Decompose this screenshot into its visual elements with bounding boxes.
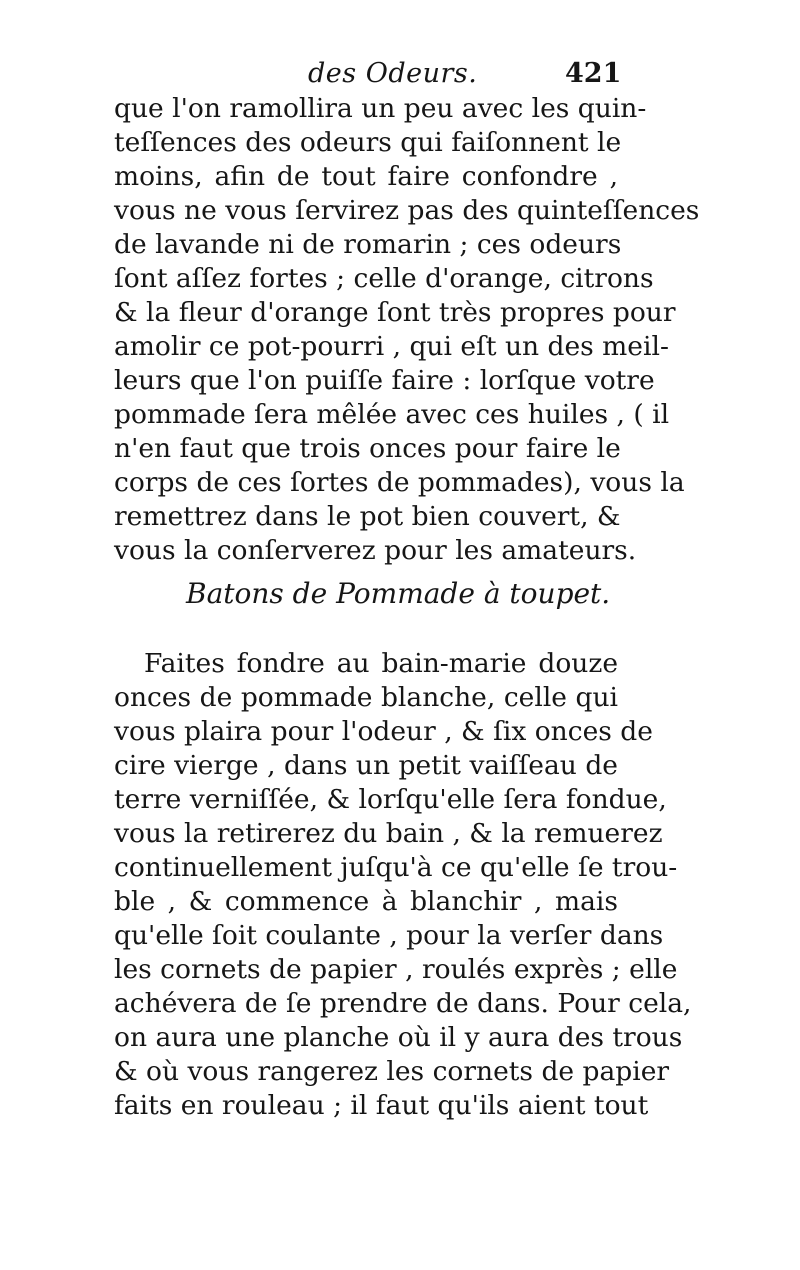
text-line: achévera de ſe prendre de dans. Pour cela,	[114, 988, 692, 1019]
text-line: & où vous rangerez les cornets de papier	[114, 1056, 670, 1087]
text-line: & la fleur d'orange ſont très propres pour	[114, 297, 676, 328]
text-line: leurs que l'on puiſſe faire : lorſque votre	[114, 365, 655, 396]
text-line: faits en rouleau ; il faut qu'ils aient tout	[114, 1090, 649, 1121]
text-line: qu'elle ſoit coulante , pour la verſer dans	[114, 920, 664, 951]
text-line: que l'on ramollira un peu avec les quin-	[114, 93, 647, 124]
text-line: Faites fondre au bain-marie douze	[144, 648, 618, 679]
text-line: cire vierge , dans un petit vaiſſeau de	[114, 750, 618, 781]
paragraph-recipe	[114, 647, 692, 1123]
text-line: teſſences des odeurs qui faiſonnent le	[114, 127, 622, 158]
text-line: ble , & commence à blanchir , mais	[114, 886, 618, 917]
text-line: terre verniſſée, & lorſqu'elle ſera fondue,	[114, 784, 667, 815]
text-line: remettrez dans le pot bien couvert, &	[114, 501, 621, 532]
section-heading: Batons de Pommade à toupet.	[186, 577, 611, 610]
text-line: vous la conſerverez pour les amateurs.	[114, 535, 637, 566]
text-line: amolir ce pot-pourri , qui eſt un des meil-	[114, 331, 669, 362]
paragraph-continuation	[114, 92, 700, 568]
text-line: ſont aſſez fortes ; celle d'orange, citrons	[114, 263, 654, 294]
text-line: continuellement juſqu'à ce qu'elle ſe trou-	[114, 852, 678, 883]
text-line: vous plaira pour l'odeur , & ſix onces de	[114, 716, 653, 747]
text-line: moins, afin de tout faire confondre ,	[114, 161, 618, 192]
text-line: de lavande ni de romarin ; ces odeurs	[114, 229, 622, 260]
text-line: pommade ſera mêlée avec ces huiles , ( il	[114, 399, 670, 430]
text-line: les cornets de papier , roulés exprès ; elle	[114, 954, 678, 985]
text-line: corps de ces ſortes de pommades), vous la	[114, 467, 685, 498]
text-line: vous la retirerez du bain , & la remuerez	[114, 818, 663, 849]
text-line: n'en faut que trois onces pour faire le	[114, 433, 621, 464]
text-line: on aura une planche où il y aura des trous	[114, 1022, 683, 1053]
text-line: onces de pommade blanche, celle qui	[114, 682, 618, 713]
text-line: vous ne vous ſervirez pas des quinteſſences	[114, 195, 700, 226]
running-title: des Odeurs.	[308, 58, 478, 89]
page-number: 421	[565, 58, 622, 89]
